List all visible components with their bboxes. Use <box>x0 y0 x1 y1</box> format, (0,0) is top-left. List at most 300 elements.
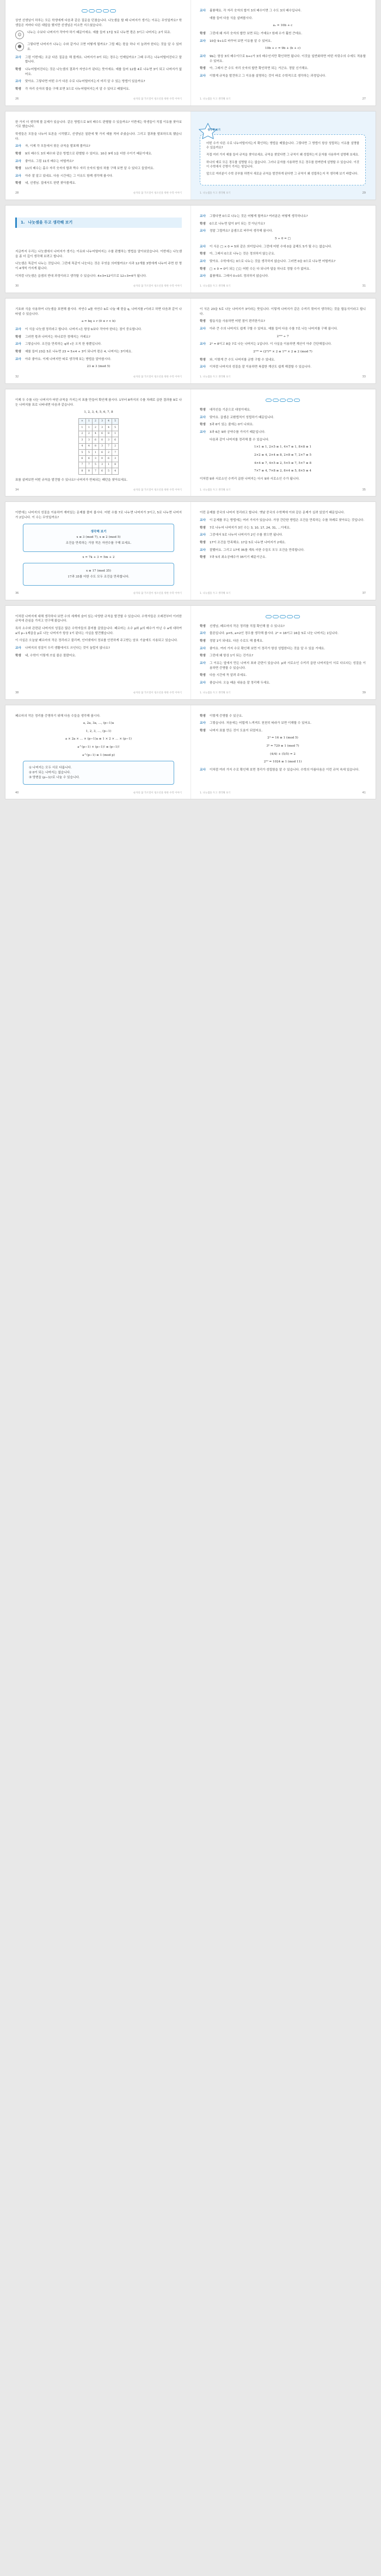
think-box-title: 생각해 보기 <box>90 530 107 533</box>
page-left <box>5 206 190 293</box>
table-row <box>78 462 118 468</box>
running-title: 순자의 꿈 가르칠이 청소년을 위한 수학 이야기 <box>133 192 182 195</box>
equation: 1×1 ≡ 1, 2×5 ≡ 1, 4×7 ≡ 1, 8×8 ≡ 1 <box>254 445 312 449</box>
dialog-text: 그 이유는 앞에서 만든 나머지 표와 관련이 있습니다. p와 서로소인 수끼리 곱한 나머지들이 서로 다르다는 성질을 이용하면 증명할 수 있습니다. <box>210 661 366 670</box>
paragraph: 이처럼 나머지에 대해 생각하다 보면 수의 세계에 숨어 있는 다양한 규칙을 발견할 수 있습니다. 수학자들은 오래전부터 이러한 규칙에 관심을 가지고 연구해 왔습니다. <box>15 614 182 623</box>
dialog-line <box>200 654 366 659</box>
dialog-line <box>200 229 366 234</box>
table-cell: 2 <box>92 418 99 424</box>
table-cell: 0 <box>99 456 105 462</box>
dialog-line <box>200 358 366 363</box>
speaker-label: 학생 <box>15 182 21 185</box>
page-number: 36 <box>15 591 19 595</box>
dialog-text: 그렇다면 나머지가 나누는 수와 같거나 크면 어떻게 될까요? 그럴 때는 몫을 하나 더 늘려야 한다는 것을 알 수 있어요. <box>27 43 182 51</box>
answer-box <box>23 563 174 585</box>
running-title: 순자의 꿈 가르칠이 청소년을 위한 수학 이야기 <box>133 97 182 101</box>
think-box <box>200 128 366 185</box>
dialog-line <box>200 526 366 531</box>
table-cell: 4 <box>85 443 92 449</box>
spread-7 <box>5 606 376 699</box>
dialog-text: 다음 시간에 꼭 알려 주세요. <box>210 674 247 678</box>
dialog-line <box>200 729 366 734</box>
running-title: 순자의 꿈 가르칠이 청소년을 위한 수학 이야기 <box>133 376 182 379</box>
equation: (4/4) + (5/5) = 2 <box>270 752 296 756</box>
dialog-text: 이 문제를 푸는 방법에는 여러 가지가 있습니다. 가장 간단한 방법은 조건을 만족하는 수를 차례로 찾아보는 것입니다. <box>210 519 365 523</box>
table-cell: 2 <box>112 443 119 449</box>
summary-box <box>23 761 174 785</box>
table-row <box>78 443 118 449</box>
dialog-text: 나머지 표를 만든 것이 도움이 되었어요. <box>210 729 263 733</box>
running-title: 1. 나눗셈을 두고 생각해 보기 <box>200 97 231 101</box>
paragraph: 하나의 예로 모든 경우를 설명할 수는 없습니다. 그러나 문자를 사용하면 모든 경우를 한꺼번에 설명할 수 있습니다. 이것이 수학에서 증명이 가지는 힘입니다. <box>206 160 359 169</box>
running-title: 순자의 꿈 가르칠이 청소년을 위한 수학 이야기 <box>133 592 182 595</box>
table-cell: 8 <box>106 431 112 437</box>
speaker-label: 학생 <box>200 674 206 678</box>
header-ornament <box>200 614 366 619</box>
speaker-label: 학생 <box>200 252 206 256</box>
dialog-text: 그럼 이번에는 조금 다른 질문을 해 볼게요. 나머지가 0이 되는 경우는 언제일까요? 그때 우리는 나누어떨어진다고 말합니다. <box>25 55 182 64</box>
spread-3 <box>5 206 376 293</box>
equation: 3⁶ = 729 ≡ 1 (mod 7) <box>266 744 299 748</box>
speaker-label: 학생 <box>200 654 206 658</box>
table-cell: 3 <box>106 437 112 443</box>
table-cell: 6 <box>99 431 105 437</box>
table-cell: 5 <box>106 468 112 474</box>
equation: 23 ≡ 3 (mod 5) <box>87 365 110 369</box>
speaker-label: 교사 <box>200 327 206 331</box>
equation: 10b + c = 9b + (b + c) <box>265 47 301 51</box>
dialog-text: 3과 6이 있는 줄에는 0이 나와요. <box>210 423 254 427</box>
table-row <box>78 431 118 437</box>
equation: a × 2a × … × (p−1)a ≡ 1 × 2 × … × (p−1) <box>65 737 132 741</box>
speaker-label: 교사 <box>200 9 206 13</box>
speaker-label: 교사 <box>15 55 21 59</box>
spread-6 <box>5 502 376 599</box>
table-cell: 2 <box>85 431 92 437</box>
dialog-text: 이처럼 나머지의 성질을 잘 이용하면 복잡한 계산도 쉽게 해결할 수 있습니다. <box>210 365 312 369</box>
dialog-text: 나누는 수보다 나머지가 작아야 하기 때문이에요. 예를 들어 17을 5로 나누면 몫은 3이고 나머지는 2가 되죠. <box>27 31 171 35</box>
spread-1 <box>5 0 376 105</box>
think-box <box>23 524 174 552</box>
student-avatar-icon: ☻ <box>15 42 24 51</box>
table-cell: 5 <box>78 450 85 456</box>
paragraph: 앞으로 여러분이 수학 공부를 하면서 새로운 규칙을 발견하게 된다면 그 규칙이 왜 성립하는지 꼭 생각해 보기 바랍니다. <box>206 172 359 176</box>
speaker-label: 학생 <box>200 222 206 226</box>
table-cell: 1 <box>92 450 99 456</box>
speaker-label: 교사 <box>200 343 206 346</box>
page-number: 32 <box>15 375 19 379</box>
table-cell: 8 <box>85 468 92 474</box>
table-cell: 7 <box>85 462 92 468</box>
speaker-label: 교사 <box>15 328 21 331</box>
dialog-row <box>15 30 182 39</box>
dialog-text: 3과 6은 9와 공약수를 가지기 때문입니다. <box>210 430 266 434</box>
running-title: 순자의 꿈 가르칠이 청소년을 위한 수학 이야기 <box>133 691 182 694</box>
paragraph: 페르마의 작은 정리를 증명하기 위해 다음 수들을 생각해 봅시다. <box>15 714 101 718</box>
speaker-label: 학생 <box>15 167 21 171</box>
speaker-label: 학생 <box>200 408 206 412</box>
dialog-text: 자, 이제 각 모둠에서 찾은 규칙을 발표해 볼까요? <box>25 145 90 148</box>
equation: 2×2 ≡ 4, 2×4 ≡ 8, 2×8 ≡ 7, 2×7 ≡ 5 <box>254 453 312 457</box>
dialog-text: 합동식을 사용하면 어떤 점이 편리한가요? <box>210 320 265 324</box>
dialog-line <box>200 673 366 678</box>
speaker-label: 학생 <box>200 32 206 35</box>
dialog-text: 다음과 같이 나머지를 정리해 볼 수 있습니다. <box>210 438 269 442</box>
equation: a₁ = 10b + c <box>273 24 293 28</box>
table-cell: 8 <box>112 462 119 468</box>
speaker-label: 학생 <box>200 556 206 560</box>
dialog-line <box>15 87 182 92</box>
dialog-line <box>200 267 366 272</box>
page-number: 39 <box>362 691 366 694</box>
dialog-text: 좋습니다. 오늘 배운 내용을 잘 정리해 두세요. <box>210 681 271 685</box>
dialog-text: 7과 5의 최소공배수가 35이기 때문이군요. <box>210 556 267 560</box>
dialog-text: 아주 큰 수의 나머지도 쉽게 구할 수 있어요. 예를 들어 다음 수를 7로 나눈 나머지를 구해 봅시다. <box>210 327 338 331</box>
dialog-text: 0으로 나누면 답이 0이 되는 것 아닌가요? <box>210 222 265 226</box>
speaker-label: 학생 <box>200 67 206 71</box>
dialog-text: 2³ = 8이고 8을 7로 나눈 나머지는 1입니다. 이 사실을 이용하면 계산이 아주 간단해집니다. <box>210 343 332 346</box>
dialog-line <box>15 357 182 362</box>
speaker-label: 학생 <box>200 267 206 271</box>
speaker-label: 학생 <box>15 335 21 339</box>
header-ornament <box>200 398 366 402</box>
table-cell: 7 <box>106 443 112 449</box>
speaker-label: 교사 <box>200 74 206 78</box>
dialog-line <box>200 647 366 651</box>
dialog-line <box>15 350 182 355</box>
paragraph: 이런 문제를 중국의 나머지 정리라고 합니다. 옛날 중국의 수학책에 이와 같은 문제가 실려 있었기 때문입니다. <box>200 511 345 515</box>
dialog-line <box>15 55 182 65</box>
paragraph: 어떤 수가 다른 수로 나누어떨어지는지 확인하는 방법을 배웠습니다. 그렇다면 그 방법이 항상 성립하는 이유를 설명할 수 있을까요? <box>206 141 359 150</box>
dialog-text: 이 식은 □ × 0 = 5와 같은 의미입니다. 그런데 어떤 수에 0을 곱해도 5가 될 수는 없습니다. <box>210 245 332 249</box>
table-cell: 6 <box>112 437 119 443</box>
table-row <box>78 418 118 424</box>
paragraph: 지금까지 우리는 나눗셈에서 나머지가 생기는 이유와 나누어떨어지는 수를 판별하는 방법을 알아보았습니다. 이번에는 나눗셈을 좀 더 깊이 생각해 보려고 합니다. <box>15 250 182 258</box>
table-cell: 6 <box>99 468 105 474</box>
paragraph: 특히 소수와 관련된 나머지의 성질은 많은 수학자들의 흥미를 끌었습니다. 페르마는 소수 p와 p의 배수가 아닌 수 a에 대하여 a의 p−1제곱을 p로 나눈 나머지가 항상 1이 된다는 사실을 발견했습니다. <box>15 626 182 635</box>
dialog-line <box>15 342 182 347</box>
page-left <box>5 299 190 383</box>
table-cell: 7 <box>78 462 85 468</box>
dialog-line <box>15 174 182 179</box>
speaker-label: 학생 <box>15 87 21 91</box>
dialog-line <box>15 181 182 186</box>
dialog-text: 11의 배수는 홀수 자리 숫자의 합과 짝수 자리 숫자의 합의 차를 구해 보면 알 수 있다고 들었어요. <box>25 167 155 171</box>
dialog-line <box>200 16 366 21</box>
page-number: 33 <box>362 375 366 379</box>
page-number: 27 <box>362 97 366 101</box>
table-cell: 6 <box>85 456 92 462</box>
speaker-label: 교사 <box>200 54 206 58</box>
dialog-text: 그렇습니다. 처음에는 어렵게 느껴져도 천천히 따라가 보면 이해할 수 있어요. <box>210 722 312 725</box>
dialog-line <box>200 721 366 726</box>
table-cell: × <box>78 418 85 424</box>
paragraph: 상연 선생님이 하루는 모든 학생에게 다음과 같은 질문을 던졌습니다. 나눗셈을 할 때 나머지가 생기는 이유는 무엇일까요? 학생들은 저마다 다른 대답을 했지만 선생님은 미소만 지으셨습니다. <box>15 19 182 27</box>
page-left <box>5 606 190 699</box>
speaker-label: 교사 <box>200 533 206 537</box>
running-title: 순자의 꿈 가르칠이 청소년을 위한 수학 이야기 <box>133 791 182 794</box>
running-title: 1. 나눗셈을 두고 생각해 보기 <box>200 376 231 379</box>
dialog-text: 9의 배수도 3의 배수와 같은 방법으로 판별할 수 있어요. 10은 9에 1을 더한 수이기 때문이에요. <box>25 152 152 156</box>
table-cell: 4 <box>78 443 85 449</box>
page-left <box>5 502 190 599</box>
dialog-line <box>200 533 366 538</box>
speaker-label: 학생 <box>200 358 206 362</box>
table-cell: 7 <box>112 450 119 456</box>
dialog-text: 맞아요. 곱셈은 교환법칙이 성립하기 때문입니다. <box>210 415 274 419</box>
speaker-label: 학생 <box>15 67 21 71</box>
dialog-text: 아, 그래서 0으로 나누는 것은 정의하지 않는군요. <box>210 252 275 256</box>
speaker-label: 교사 <box>200 39 206 43</box>
table-row <box>78 437 118 443</box>
page-number: 37 <box>362 591 366 595</box>
paragraph: 이처럼 9와 서로소인 수끼리 곱한 나머지는 다시 9와 서로소인 수가 됩니다. <box>200 477 300 481</box>
page-right <box>190 0 376 105</box>
table-row <box>78 456 118 462</box>
page-right <box>190 389 376 496</box>
paragraph: 이 사실은 오늘날 페르마의 작은 정리라고 불리며, 인터넷에서 정보를 안전하게 주고받는 암호 기술에도 사용되고 있습니다. <box>15 639 178 643</box>
speaker-label: 교사 <box>200 722 206 725</box>
speaker-label: 교사 <box>200 647 206 650</box>
equation: 2¹⁰⁰ ÷ 7 <box>276 334 289 338</box>
dialog-line <box>200 54 366 64</box>
dialog-line <box>200 639 366 644</box>
dialog-line <box>200 518 366 523</box>
page-number: 40 <box>15 791 19 794</box>
dialog-text: 9b는 항상 3의 배수이므로 b+c가 3의 배수인지만 확인하면 됩니다. 이것을 일반화하면 어떤 자릿수의 수에도 적용할 수 있어요. <box>210 54 366 63</box>
equation: x ≡ 3 (mod 7), x ≡ 2 (mod 5) <box>76 536 121 539</box>
table-cell: 4 <box>92 431 99 437</box>
table-cell: 4 <box>112 468 119 474</box>
page-right <box>190 705 376 799</box>
table-cell: 1 <box>85 425 92 431</box>
speaker-label <box>200 16 207 21</box>
speaker-label: 교사 <box>15 357 21 361</box>
table-cell: 2 <box>78 431 85 437</box>
equation: 2¹⁰⁰ = (2³)³³ × 2 ≡ 1³³ × 2 ≡ 2 (mod 7) <box>253 350 312 353</box>
dialog-line <box>15 79 182 84</box>
table-cell: 6 <box>78 456 85 462</box>
dialog-row <box>15 42 182 52</box>
box-text: 조건을 만족하는 가장 작은 자연수를 구해 보세요. <box>65 541 132 545</box>
table-row <box>78 425 118 431</box>
speaker-label: 교사 <box>200 275 206 278</box>
page-number: 26 <box>15 97 19 101</box>
table-cell: 8 <box>92 443 99 449</box>
paragraph: 직접 여러 가지 예를 들어 규칙을 찾아보세요. 규칙을 찾았다면 그 규칙이 왜 성립하는지 문자를 사용하여 설명해 보세요. <box>206 153 359 157</box>
equation: 5 ÷ 0 = □ <box>275 237 291 241</box>
speaker-label: 교사 <box>15 145 21 148</box>
table-cell: 3 <box>99 462 105 468</box>
dialog-text: 10을 9+1로 바꾸어 보면 이유를 알 수 있어요. <box>210 39 272 43</box>
equation: 7×7 ≡ 4, 7×8 ≡ 2, 8×4 ≡ 5, 8×5 ≡ 4 <box>254 469 312 473</box>
page-left <box>5 111 190 200</box>
dialog-text: 네, 수학이 이렇게 쓰일 줄은 몰랐어요. <box>25 654 76 657</box>
page-number: 35 <box>362 488 366 492</box>
dialog-line <box>200 714 366 719</box>
section-heading <box>15 218 182 228</box>
dialog-line <box>200 222 366 227</box>
table-row <box>78 450 118 456</box>
speaker-label: 교사 <box>200 768 206 772</box>
section-number: 1. <box>21 220 25 225</box>
box-item: ① 나머지는 모두 서로 다릅니다. <box>29 766 72 770</box>
running-title: 1. 나눗셈을 두고 생각해 보기 <box>200 592 231 595</box>
running-title: 1. 나눗셈을 두고 생각해 보기 <box>200 285 231 288</box>
equation: 4×4 ≡ 7, 4×5 ≡ 2, 5×5 ≡ 7, 5×7 ≡ 8 <box>254 461 312 465</box>
page-right <box>190 299 376 383</box>
dialog-line <box>200 768 366 773</box>
dialog-text: □ × 0 = 0이 되는 □는 어떤 수든 다 되니까 답을 하나로 정할 수가 없어요. <box>210 267 311 271</box>
dialog-text: 아, 그래서 큰 수도 자리 숫자의 합만 확인하면 되는 거군요. 정말 신기해요. <box>210 67 309 71</box>
dialog-text: 선생님, 페르마의 작은 정리를 직접 확인해 볼 수 있나요? <box>210 624 285 628</box>
dialog-line <box>200 214 366 219</box>
dialog-line <box>200 32 366 36</box>
paragraph: 학생들은 모둠을 나누어 토론을 시작했고, 선생님은 칠판에 몇 가지 예를 적어 주셨습니다. 그리고 결과를 발표하도록 했습니다. <box>15 132 182 141</box>
page-number: 34 <box>15 488 19 492</box>
dialog-line <box>15 335 182 340</box>
dialog-line <box>200 9 366 14</box>
table-cell: 3 <box>99 425 105 431</box>
speaker-label: 교사 <box>200 661 206 665</box>
speaker-label: 학생 <box>200 320 206 324</box>
page-number: 31 <box>362 284 366 288</box>
dialog-text: 아주 잘 알고 있네요. 다음 시간에는 그 이유도 함께 생각해 봅시다. <box>25 174 113 178</box>
paragraph: 나눗셈은 똑같이 나누는 것입니다. 그런데 똑같이 나눈다는 것은 무엇을 의미할까요? 사과 12개를 3명에게 나누어 주면 한 명이 4개씩 가지게 됩니다. <box>15 262 182 270</box>
paragraph: 이번에는 나머지의 성질을 이용하여 재미있는 문제를 풀어 봅시다. 어떤 수를 7로 나누면 나머지가 3이고, 5로 나누면 나머지가 2입니다. 이 수는 무엇일까요? <box>15 511 182 520</box>
dialog-line <box>200 319 366 324</box>
spread-4 <box>5 299 376 383</box>
table-cell: 3 <box>92 456 99 462</box>
dialog-line <box>200 274 366 279</box>
dialog-text: 좋아요. 여러 가지 수로 확인해 보면 이 정리가 항상 성립한다는 것을 알 수 있을 거예요. <box>210 647 325 650</box>
table-cell: 3 <box>112 456 119 462</box>
table-row <box>78 468 118 474</box>
dialog-text: 그런데 왜 자리 숫자의 합만 보면 되는 거예요? 원래 수가 훨씬 큰데요. <box>210 32 303 35</box>
dialog-text: 네, 선생님. 집에서도 한번 찾아볼게요. <box>25 182 76 185</box>
speaker-label: 교사 <box>200 260 206 264</box>
spread-2 <box>5 111 376 200</box>
page-number: 29 <box>362 191 366 195</box>
dialog-text: 좋아요. 그럼 11의 배수는 어떨까요? <box>25 159 74 163</box>
dialog-text: 17이 조건을 만족해요. 17을 5로 나누면 나머지가 2예요. <box>210 541 286 544</box>
table-cell: 8 <box>78 468 85 474</box>
page-left <box>5 389 190 496</box>
speaker-label: 교사 <box>200 548 206 552</box>
page-number: 38 <box>15 691 19 694</box>
dialog-line <box>200 259 366 264</box>
running-title: 1. 나눗셈을 두고 생각해 보기 <box>200 192 231 195</box>
table-cell: 5 <box>112 418 119 424</box>
page-number: 30 <box>15 284 19 288</box>
dialog-line <box>200 39 366 44</box>
paragraph: 이제 두 수를 나눈 나머지가 어떤 규칙을 가지는지 표를 만들어 확인해 봅시다. 1부터 8까지의 수를 차례로 곱한 결과를 9로 나눈 나머지를 표로 나타내면 다음과 같습니다. <box>15 398 182 407</box>
dialog-text: 그렇습니다. 조건을 만족하는 q와 r은 오직 한 쌍뿐입니다. <box>25 343 102 346</box>
equation: a = bq + r (0 ≤ r < b) <box>81 320 116 324</box>
speaker-label: 학생 <box>200 624 206 628</box>
dialog-text: 물론입니다. p=5, a=2인 경우를 생각해 봅시다. 2⁴ = 16이고 16을 5로 나눈 나머지는 1입니다. <box>210 632 339 636</box>
speaker-label: 교사 <box>15 174 21 178</box>
dialog-text: 그런데 왜 항상 1이 되는 건가요? <box>210 654 254 658</box>
dialog-line <box>15 152 182 157</box>
paragraph: 표를 살펴보면 어떤 규칙을 발견할 수 있나요? 나머지가 반복되는 패턴을 찾아보세요. <box>15 478 128 482</box>
dialog-line <box>200 252 366 257</box>
dialog-text: 정말 1이 되네요. 다른 수로도 해 볼게요. <box>210 639 263 643</box>
dialog-text: 그러면 몫과 나머지는 하나로만 정해지는 거예요? <box>25 335 90 339</box>
equation: a^(p−1) ≡ 1 (mod p) <box>82 753 115 757</box>
page-right <box>190 502 376 599</box>
speaker-label: 교사 <box>200 245 206 249</box>
dialog-line <box>200 365 366 370</box>
equation: a, 2a, 3a, …, (p−1)a <box>83 722 114 725</box>
dialog-line <box>200 66 366 71</box>
table-cell: 6 <box>92 437 99 443</box>
table-cell: 5 <box>92 462 99 468</box>
dialog-text: 잘했어요. 그리고 17에 35를 계속 더한 수들도 모두 조건을 만족합니다. <box>210 548 305 552</box>
dialog-text: 훌륭해요. 각 자리 숫자의 합이 3의 배수이면 그 수도 3의 배수입니다. <box>210 9 302 13</box>
table-cell: 5 <box>85 450 92 456</box>
table-cell: 6 <box>99 450 105 456</box>
dialog-text: 훌륭해요. 그래서 0÷0도 정의하지 않습니다. <box>210 275 269 278</box>
running-title: 1. 나눗셈을 두고 생각해 보기 <box>200 488 231 492</box>
dialog-line <box>200 342 366 347</box>
speaker-label: 교사 <box>15 343 21 346</box>
dialog-line <box>15 67 182 77</box>
dialog-text: 맞아요. 그렇다면 어떤 수가 다른 수로 나누어떨어지는지 미리 알 수 있는 방법이 있을까요? <box>25 80 145 84</box>
equation: 2¹⁰ = 1024 ≡ 1 (mod 11) <box>263 760 302 764</box>
speaker-label: 교사 <box>200 365 206 369</box>
dialog-line <box>200 541 366 545</box>
spread-5 <box>5 389 376 496</box>
dialog-text: 이 식을 나눗셈 정리라고 합니다. 나머지 r은 항상 b보다 작아야 한다는 점이 중요합니다. <box>25 328 142 331</box>
dialog-line <box>200 661 366 671</box>
box-text: 17과 35를 더한 수도 모두 조건을 만족합니다. <box>67 575 130 579</box>
dialog-line <box>200 408 366 413</box>
table-cell: 3 <box>99 418 105 424</box>
dialog-line <box>15 144 182 149</box>
table-cell: 3 <box>99 443 105 449</box>
dialog-line <box>200 74 366 79</box>
table-cell: 1 <box>112 431 119 437</box>
table-cell: 5 <box>112 425 119 431</box>
speaker-label: 교사 <box>15 159 21 163</box>
table-cell: 7 <box>92 468 99 474</box>
dialog-text: 나머지의 성질이 우리 생활에서도 쓰인다는 것이 놀랍지 않나요? <box>25 646 110 650</box>
speaker-label: 학생 <box>200 541 206 544</box>
speaker-label <box>200 438 207 443</box>
equation: 2⁴ = 16 ≡ 1 (mod 5) <box>267 736 298 740</box>
dialog-text: 7로 나누어 나머지가 3인 수는 3, 10, 17, 24, 31, …이에요. <box>210 526 291 530</box>
table-cell: 4 <box>106 418 112 424</box>
dialog-text: 예를 들어 다음 식을 살펴봅시다. <box>210 16 253 20</box>
paragraph: 이처럼 나눗셈은 곱셈의 반대 과정이라고 생각할 수 있습니다. 4×3=12이므로 12÷3=4가 됩니다. <box>15 274 147 278</box>
page-number: 41 <box>362 791 366 794</box>
box-item: ② 0이 되는 나머지는 없습니다. <box>29 771 71 775</box>
dialog-text: 대각선을 기준으로 대칭이에요. <box>210 408 251 412</box>
dialog-line <box>200 555 366 560</box>
equation: a^(p−1) × (p−1)! ≡ (p−1)! <box>77 746 120 749</box>
dialog-line <box>200 438 366 443</box>
dialog-line <box>200 430 366 435</box>
dialog-line <box>15 159 182 164</box>
dialog-line <box>200 327 366 332</box>
remainder-table <box>78 418 119 475</box>
table-cell: 4 <box>106 425 112 431</box>
dialog-line <box>200 681 366 686</box>
speaker-label: 학생 <box>200 423 206 427</box>
running-title: 순자의 꿈 가르칠이 청소년을 위한 수학 이야기 <box>133 285 182 288</box>
speaker-label: 교사 <box>200 681 206 685</box>
